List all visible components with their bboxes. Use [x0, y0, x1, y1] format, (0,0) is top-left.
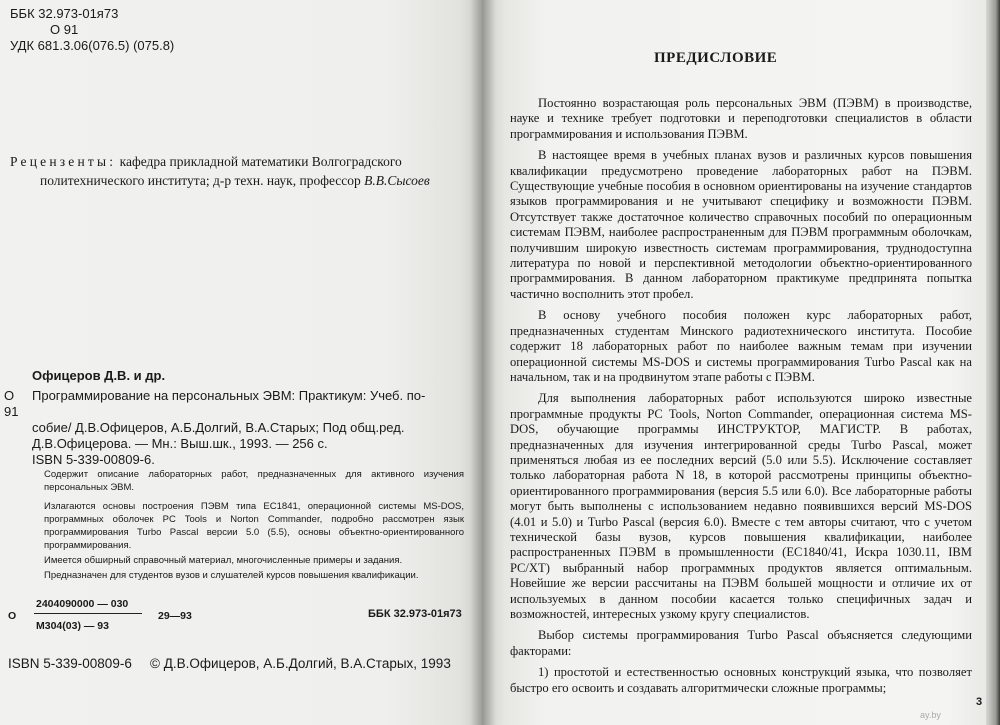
reviewer-name: В.В.Сысоев: [364, 173, 430, 188]
catalog-isbn: ISBN 5-339-00809-6.: [32, 452, 155, 467]
catalog-line-3: Д.В.Офицерова. — Мн.: Выш.шк., 1993. — 256 с.: [32, 436, 328, 451]
formula-numerator: 2404090000 — 030: [36, 598, 129, 610]
reviewers-block: [10, 152, 470, 190]
formula-letter: О: [8, 610, 17, 622]
annotation-paragraph: Предназначен для студентов вузов и слушателей курсов повышения квалификации.: [44, 570, 419, 581]
paragraph: Постоянно возрастающая роль персональных ЭВМ (ПЭВМ) в производстве, науке и технике требует подготовки и переподготовки специалистов в области программирования и использования ПЭВМ.: [510, 96, 972, 141]
preface-body: [510, 96, 972, 702]
annotation-paragraph: Излагаются основы построения ПЭВМ типа ЕС1841, операционной системы MS-DOS, программных оболочек PC Tools и Norton Commander, подробно рассмотрен язык программирования Turbo Pascal версии 5.0 (5.5), основы объектно-ориентированного программирования.: [44, 501, 464, 551]
formula-denominator: М304(03) — 93: [36, 620, 109, 632]
book-gutter: [470, 0, 496, 725]
watermark: ay.by: [920, 710, 941, 720]
bbk-code: ББК 32.973-01я73: [10, 6, 119, 21]
formula-suffix: 29—93: [158, 610, 192, 622]
catalog-code: О 91: [4, 388, 19, 419]
catalog-line-2: собие/ Д.В.Офицеров, А.Б.Долгий, В.А.Старых; Под общ.ред.: [32, 420, 405, 435]
page-title: ПРЕДИСЛОВИЕ: [654, 50, 778, 66]
copyright: © Д.В.Офицеров, А.Б.Долгий, В.А.Старых, 1993: [150, 656, 451, 671]
reviewers-line2: политехнического института; д-р техн. наук, профессор: [40, 173, 361, 188]
reviewers-line1: кафедра прикладной математики Волгоградского: [119, 154, 402, 169]
bbk-code-bottom: ББК 32.973-01я73: [368, 608, 462, 620]
paragraph: 1) простотой и естественностью основных конструкций языка, что позволяет быстро его освоить и создавать алгоритмически сложные программы;: [510, 665, 972, 695]
annotation-paragraph: Имеется обширный справочный материал, многочисленные примеры и задания.: [44, 555, 403, 566]
classification-header: [10, 6, 174, 54]
udk-code: УДК 681.3.06(076.5) (075.8): [10, 38, 175, 53]
annotation-paragraph: Содержит описание лабораторных работ, предназначенных для активного изучения персональных ЭВМ.: [44, 469, 464, 493]
paragraph: В основу учебного пособия положен курс лабораторных работ, предназначенных студентам Минского радиотехнического института. Пособие содержит 18 лабораторных работ по наиболее важным темам при изучении операционной системы MS-DOS и системы программирования Turbo Pascal как на начальном, так и на продвинутом этапе работы с ПЭВМ.: [510, 308, 972, 384]
annotation: [44, 468, 464, 584]
reviewers-label: Рецензенты:: [10, 154, 117, 169]
author-mark: О 91: [50, 22, 79, 37]
isbn: ISBN 5-339-00809-6: [8, 656, 132, 671]
catalog-entry: [4, 388, 474, 468]
paragraph: В настоящее время в учебных планах вузов и различных курсов повышения квалификации предусмотрено проведение лабораторных работ на ПЭВМ. Существующие учебные пособия в основном ориентированы на изучение стандартов языков программирования и не учитывают специфику и возможности ПЭВМ. Отсутствует также достаточное количество справочных пособий по операционным системам ПЭВМ, наиболее распространенным для ПЭВМ программным оболочкам, получившим широкую известность системам программирования, труднодоступна литература по новой и перспективной методологии объектно-ориентированного программирования. В данном лабораторном практикуме предпринята попытка частично восполнить этот пробел.: [510, 148, 972, 301]
page-number: 3: [976, 696, 983, 708]
left-page: [0, 0, 484, 725]
formula-divider: [34, 613, 142, 614]
author-heading: Офицеров Д.В. и др.: [32, 368, 166, 383]
paragraph: Выбор системы программирования Turbo Pascal объясняется следующими факторами:: [510, 628, 972, 658]
page-edge: [986, 0, 1000, 725]
paragraph: Для выполнения лабораторных работ используются широко известные программные продукты PC Tools, Norton Commander, операционная система MS-DOS, обучающие программы ИНСТРУКТОР, МАГИСТР. В работах, предназначенных для изучения интегрированной среды Turbo Pascal, может применяться любая из ее последних версий (5.0 или 5.5). Исключение составляет только лабораторная работа N 18, в которой рассмотрены принципы объектно-ориентированного программирования (версия 5.5 или 6.0). Все лабораторные работы могут быть выполнены с использованием недавно появившихся версий MS-DOS (4.01 и 5.0) и Turbo Pascal (версия 6.0). Вместе с тем авторы считают, что с учетом технической базы вузов, курсов повышения квалификации, наиболее распространенных ПЭВМ в промышленности (ЕС1840/41, Искра 1030.11, IBM PC/XT) выбранный набор программных продуктов является оптимальным. Новейшие же версии рассчитаны на ПЭВМ большей мощности и отличие их от используемых в данном пособии касается только специфичных задач и возможностей, интересных узкому кругу специалистов.: [510, 391, 972, 621]
catalog-line-1: Программирование на персональных ЭВМ: Практикум: Учеб. по-: [32, 388, 426, 403]
